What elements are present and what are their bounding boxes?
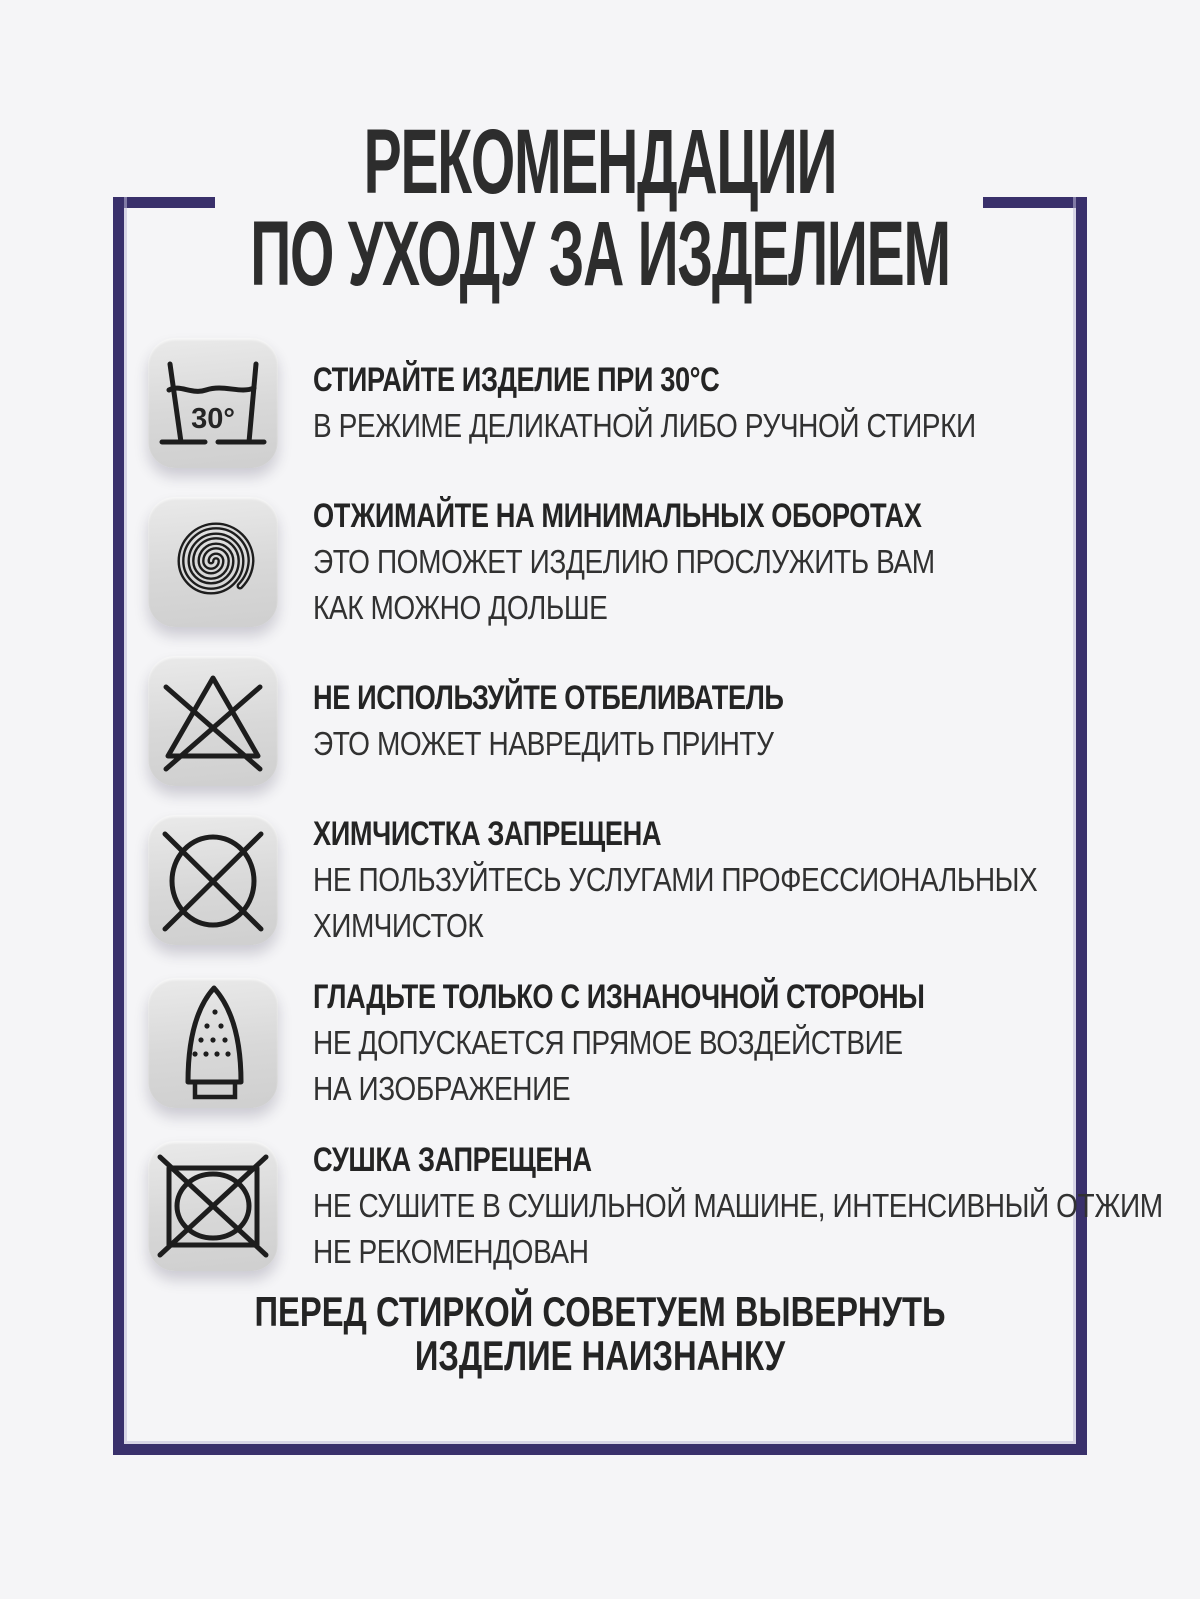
item-subline: НА ИЗОБРАЖЕНИЕ [313,1070,571,1107]
care-item-wash [148,338,1063,468]
item-text [313,675,901,767]
pre-wash-advice-line1: ПЕРЕД СТИРКОЙ СОВЕТУЕМ ВЫВЕРНУТЬ [254,1288,946,1335]
iron-inside-out-icon [148,978,278,1108]
item-text [313,493,1074,631]
pre-wash-advice [132,1290,1068,1378]
item-heading: СУШКА ЗАПРЕЩЕНА [313,1141,592,1179]
icon-tile [148,815,278,945]
item-subline: КАК МОЖНО ДОЛЬШЕ [313,589,608,626]
item-text [313,1137,1200,1275]
care-item-iron [148,974,1063,1112]
icon-tile [148,978,278,1108]
item-subline: НЕ РЕКОМЕНДОВАН [313,1233,589,1270]
pre-wash-advice-line2: ИЗДЕЛИЕ НАИЗНАНКУ [414,1332,786,1379]
care-item-no-bleach [148,656,1063,786]
item-subline: ХИМЧИСТОК [313,907,484,944]
item-heading: ГЛАДЬТЕ ТОЛЬКО С ИЗНАНОЧНОЙ СТОРОНЫ [313,978,925,1016]
item-subline: ЭТО ПОМОЖЕТ ИЗДЕЛИЮ ПРОСЛУЖИТЬ ВАМ [313,543,935,580]
no-tumble-dry-icon [148,1141,278,1271]
spin-minimal-icon [148,497,278,627]
icon-tile [148,1141,278,1271]
care-item-no-dry-clean [148,811,1063,949]
item-text [313,357,1093,449]
item-heading: ОТЖИМАЙТЕ НА МИНИМАЛЬНЫХ ОБОРОТАХ [313,497,922,535]
item-text [313,811,1165,949]
item-subline: НЕ СУШИТЕ В СУШИЛЬНОЙ МАШИНЕ, ИНТЕНСИВНЫЙ ОТЖИМ [313,1187,1163,1224]
wash-30-icon [148,338,278,468]
care-items-list [148,338,1163,1275]
page-title-line1: РЕКОМЕНДАЦИИ [363,111,837,213]
item-subline: ЭТО МОЖЕТ НАВРЕДИТЬ ПРИНТУ [313,725,774,762]
care-item-no-tumble-dry [148,1137,1163,1275]
item-subline: НЕ ПОЛЬЗУЙТЕСЬ УСЛУГАМИ ПРОФЕССИОНАЛЬНЫХ [313,861,1038,898]
icon-tile [148,497,278,627]
icon-tile [148,338,278,468]
item-subline: НЕ ДОПУСКАЕТСЯ ПРЯМОЕ ВОЗДЕЙСТВИЕ [313,1024,903,1061]
item-text [313,974,1077,1112]
svg-text:30°: 30° [191,403,235,435]
frame-top-segment-right [983,197,1087,208]
item-heading: СТИРАЙТЕ ИЗДЕЛИЕ ПРИ 30°С [313,361,720,399]
page-title [228,111,972,305]
care-item-spin [148,493,1063,631]
item-heading: ХИМЧИСТКА ЗАПРЕЩЕНА [313,815,662,853]
frame-top-segment-left [113,197,215,208]
no-dry-clean-icon [148,815,278,945]
icon-tile [148,656,278,786]
item-subline: В РЕЖИМЕ ДЕЛИКАТНОЙ ЛИБО РУЧНОЙ СТИРКИ [313,407,976,444]
item-heading: НЕ ИСПОЛЬЗУЙТЕ ОТБЕЛИВАТЕЛЬ [313,679,784,717]
no-bleach-icon [148,656,278,786]
page-title-line2: ПО УХОДУ ЗА ИЗДЕЛИЕМ [250,203,950,305]
